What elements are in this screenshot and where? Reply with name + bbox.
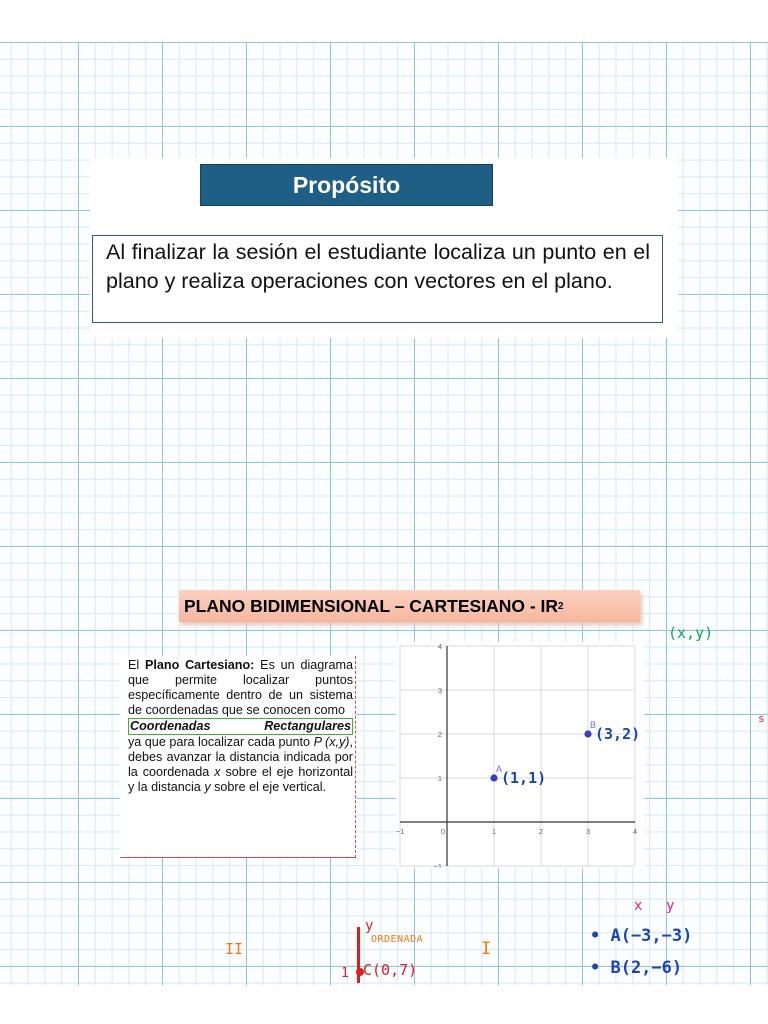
graph-x-tick-label: 3	[585, 827, 591, 836]
graph-y-tick-label: −1	[433, 862, 442, 868]
graph-x-tick-label: 4	[632, 827, 638, 836]
definition-text: , debes avanzar la distancia indicada por la coordenada	[128, 735, 353, 779]
definition-x-var: x	[214, 765, 221, 779]
graph-point-label: A	[496, 764, 503, 774]
hw-point-c: C(0,7)	[363, 961, 418, 979]
definition-term: Coordenadas Rectangulares	[130, 719, 351, 733]
purpose-title: Propósito	[200, 164, 493, 206]
graph-point-note: (1,1)	[501, 769, 547, 787]
hw-point-b: • B(2,−6)	[590, 958, 683, 978]
definition-text: Es un diagrama que permite localizar puntos específicamente dentro de un sistema de coordenadas que se conocen como	[128, 658, 353, 717]
definition-text: sobre el eje vertical.	[210, 780, 327, 794]
graph-y-tick-label: 1	[437, 774, 442, 783]
graph-x-tick-label: −1	[396, 827, 405, 836]
hw-quadrant-2: II	[225, 940, 244, 958]
hw-axis-number: 1	[341, 966, 349, 981]
graph-point-b	[584, 730, 591, 737]
cartesian-graph	[396, 642, 644, 868]
hw-quadrant-1: I	[481, 939, 492, 959]
graph-x-tick-label: 2	[538, 827, 544, 836]
page-top-margin	[0, 0, 768, 42]
graph-y-tick-label: 3	[437, 686, 442, 695]
hw-edge-mark: s	[758, 712, 765, 725]
hw-point-a: • A(−3,−3)	[590, 926, 693, 946]
graph-point-a	[490, 774, 497, 781]
graph-x-tick-label: 1	[491, 827, 497, 836]
definition-text: sobre el eje horizontal y la distancia	[128, 765, 353, 794]
section-title-text: PLANO BIDIMENSIONAL – CARTESIANO - IR	[184, 595, 559, 616]
definition-y-var: y	[204, 780, 211, 794]
definition-point-var: P (x,y)	[313, 735, 350, 749]
purpose-text: Al finalizar la sesión el estudiante localiza un punto en el plano y realiza operaciones con vectores en el plano.	[92, 235, 663, 323]
graph-y-tick-label: 2	[437, 730, 442, 739]
graph-background	[396, 642, 644, 868]
hw-xy-note: (x,y)	[668, 624, 714, 642]
graph-y-tick-label: 4	[437, 642, 442, 651]
hw-col-x: x	[634, 898, 643, 914]
definition-text: ya que para localizar cada punto	[128, 735, 314, 749]
section-title	[179, 590, 640, 622]
definition-box	[120, 656, 356, 858]
definition-keyword: Plano Cartesiano:	[145, 658, 255, 672]
graph-x-tick-label: 0	[440, 827, 446, 836]
section-title-superscript: 2	[558, 600, 564, 612]
hw-axis-y-label: y	[365, 918, 374, 934]
graph-point-label: B	[590, 720, 597, 730]
page-bottom-margin	[0, 985, 768, 1024]
definition-text: El	[128, 658, 145, 672]
hw-ordenada: ORDENADA	[371, 934, 424, 945]
graph-point-note: (3,2)	[595, 725, 641, 743]
hw-col-y: y	[666, 898, 675, 914]
